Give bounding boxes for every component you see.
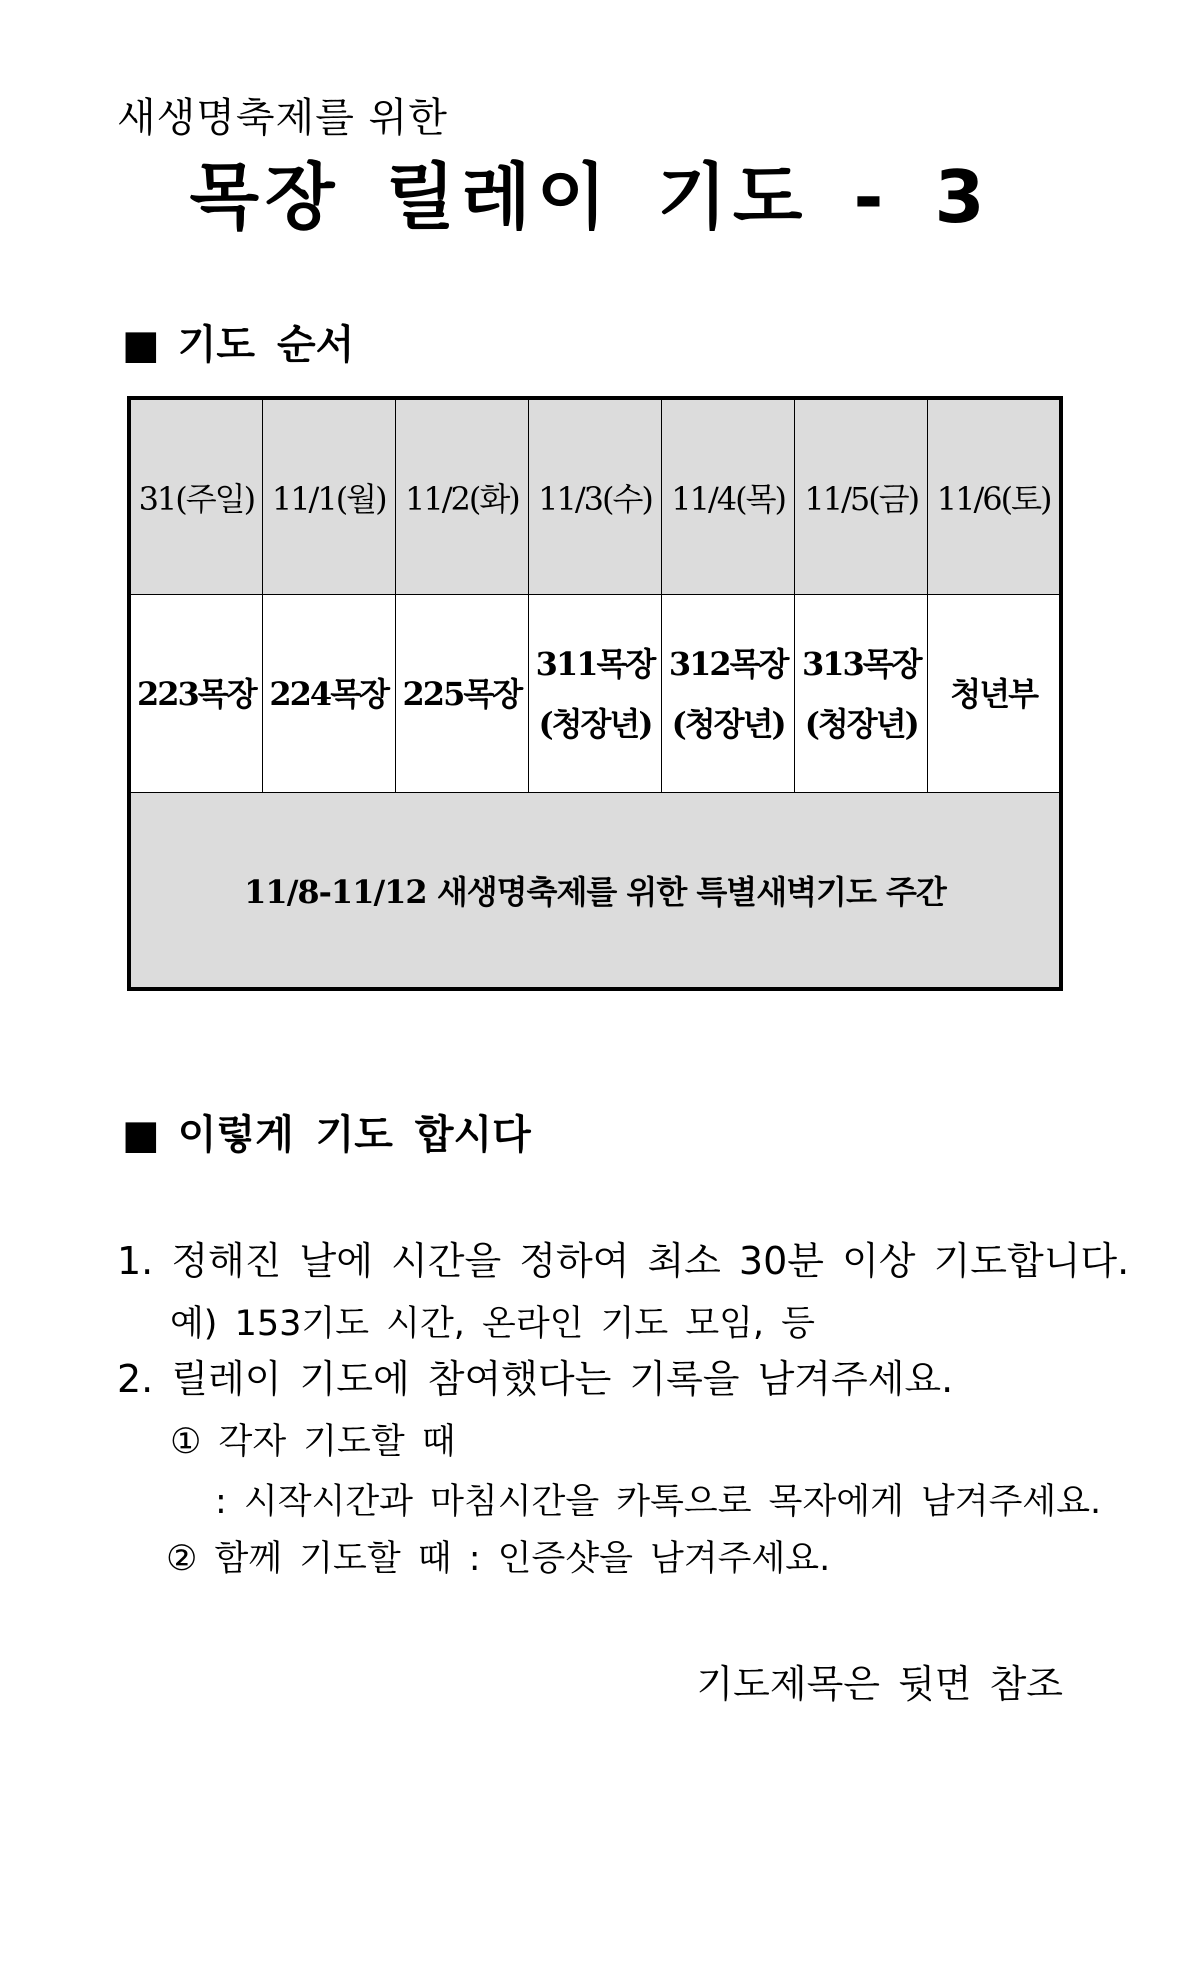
day-cell: 11/1(월) — [262, 398, 395, 595]
day-cell: 11/5(금) — [795, 398, 928, 595]
prayer-schedule-table — [127, 396, 1063, 991]
instruction-2-group: ② 함께 기도할 때 : 인증샷을 남겨주세요. — [166, 1539, 831, 1579]
day-cell: 11/6(토) — [928, 398, 1061, 595]
section-heading-order — [122, 320, 354, 370]
group-subname: (청장년) — [538, 704, 652, 743]
group-name: 223목장 — [137, 674, 256, 713]
group-cell — [662, 595, 795, 793]
group-cell — [395, 595, 528, 793]
day-cell: 31(주일) — [129, 398, 262, 595]
day-cell: 11/2(화) — [395, 398, 528, 595]
subtitle: 새생명축제를 위한 — [117, 95, 448, 141]
group-name: 청년부 — [950, 674, 1038, 713]
note-row — [129, 793, 1061, 990]
group-cell — [129, 595, 262, 793]
instruction-2: 2. 릴레이 기도에 참여했다는 기록을 남겨주세요. — [117, 1357, 954, 1401]
group-name: 313목장 — [801, 644, 921, 683]
instruction-1: 1. 정해진 날에 시간을 정하여 최소 30분 이상 기도합니다. — [117, 1239, 1130, 1283]
section-heading-text: 기도 순서 — [177, 322, 355, 368]
group-subname: (청장년) — [804, 704, 918, 743]
special-dawn-prayer-note: 11/8-11/12 새생명축제를 위한 특별새벽기도 주간 — [129, 793, 1061, 990]
group-cell — [528, 595, 661, 793]
instruction-1-example: 예) 153기도 시간, 온라인 기도 모임, 등 — [170, 1304, 815, 1344]
square-bullet-icon: ■ — [122, 1112, 160, 1158]
section-heading-text: 이렇게 기도 합시다 — [177, 1112, 531, 1158]
days-row — [129, 398, 1061, 595]
group-cell — [928, 595, 1061, 793]
group-name: 224목장 — [269, 674, 389, 713]
group-subname: (청장년) — [671, 704, 785, 743]
day-cell: 11/4(목) — [662, 398, 795, 595]
instruction-2-individual: ① 각자 기도할 때 — [170, 1422, 456, 1462]
square-bullet-icon: ■ — [122, 322, 160, 368]
group-name: 225목장 — [402, 674, 522, 713]
day-cell: 11/3(수) — [528, 398, 661, 595]
group-name: 312목장 — [668, 644, 788, 683]
instruction-2-individual-detail: : 시작시간과 마침시간을 카톡으로 목자에게 남겨주세요. — [215, 1482, 1102, 1522]
footer-note: 기도제목은 뒷면 참조 — [696, 1662, 1063, 1706]
page-title: 목장 릴레이 기도 - 3 — [189, 155, 991, 239]
section-heading-howto — [122, 1110, 531, 1160]
groups-row — [129, 595, 1061, 793]
group-name: 311목장 — [535, 644, 655, 683]
group-cell — [795, 595, 928, 793]
group-cell — [262, 595, 395, 793]
